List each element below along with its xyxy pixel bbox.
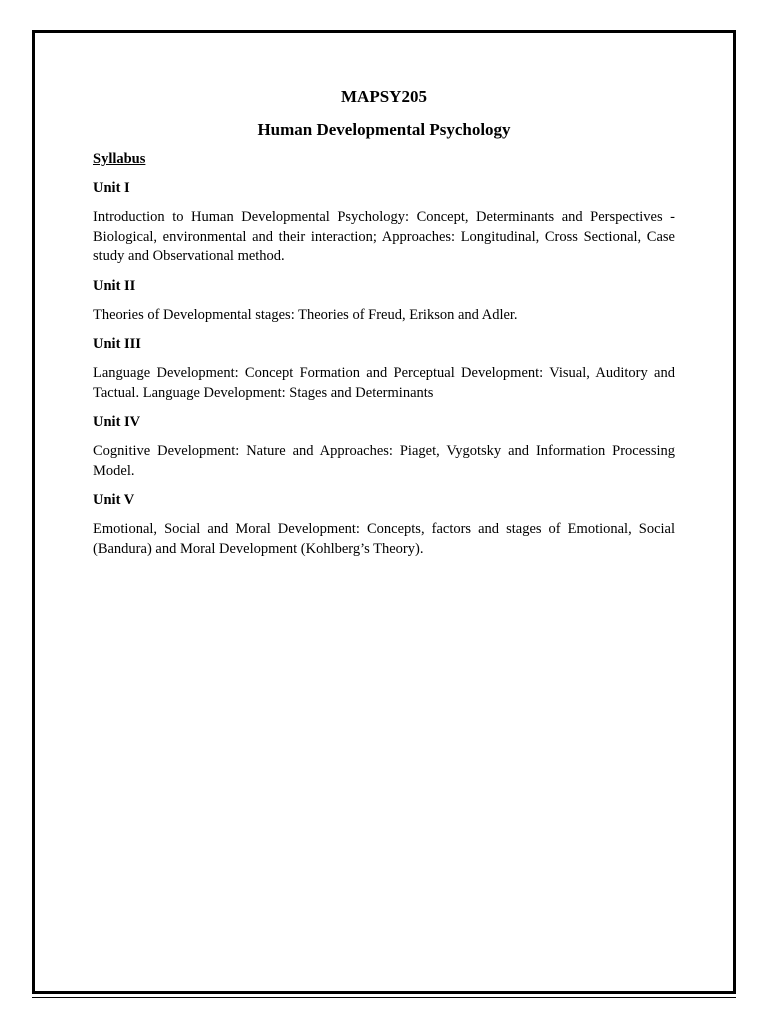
unit-2-heading: Unit II	[93, 277, 136, 294]
unit-4-text: Cognitive Development: Nature and Approaches: Piaget, Vygotsky and Information Processing Model.	[93, 443, 675, 479]
unit-3-heading: Unit III	[93, 336, 141, 352]
unit-2-text: Theories of Developmental stages: Theories of Freud, Erikson and Adler.	[93, 306, 518, 323]
unit-4-heading: Unit IV	[93, 414, 141, 430]
unit-1-heading: Unit I	[93, 180, 130, 196]
unit-5-text: Emotional, Social and Moral Development: Concepts, factors and stages of Emotional, Social (Bandura) and Moral Development (Kohlberg’s Theory).	[93, 521, 675, 557]
document-content	[93, 86, 675, 569]
unit-3-text: Language Development: Concept Formation and Perceptual Development: Visual, Auditory and Tactual. Language Development: Stages and Determinants	[93, 365, 675, 401]
course-title: Human Developmental Psychology	[257, 120, 511, 139]
course-code: MAPSY205	[341, 87, 427, 106]
unit-1-text: Introduction to Human Developmental Psychology: Concept, Determinants and Perspectives - Biological, environmental and their interaction; Approaches: Longitudinal, Cross Sectional, Case study and Observational method.	[93, 209, 675, 264]
syllabus-heading: Syllabus	[93, 151, 146, 167]
unit-5-heading: Unit V	[93, 492, 135, 508]
